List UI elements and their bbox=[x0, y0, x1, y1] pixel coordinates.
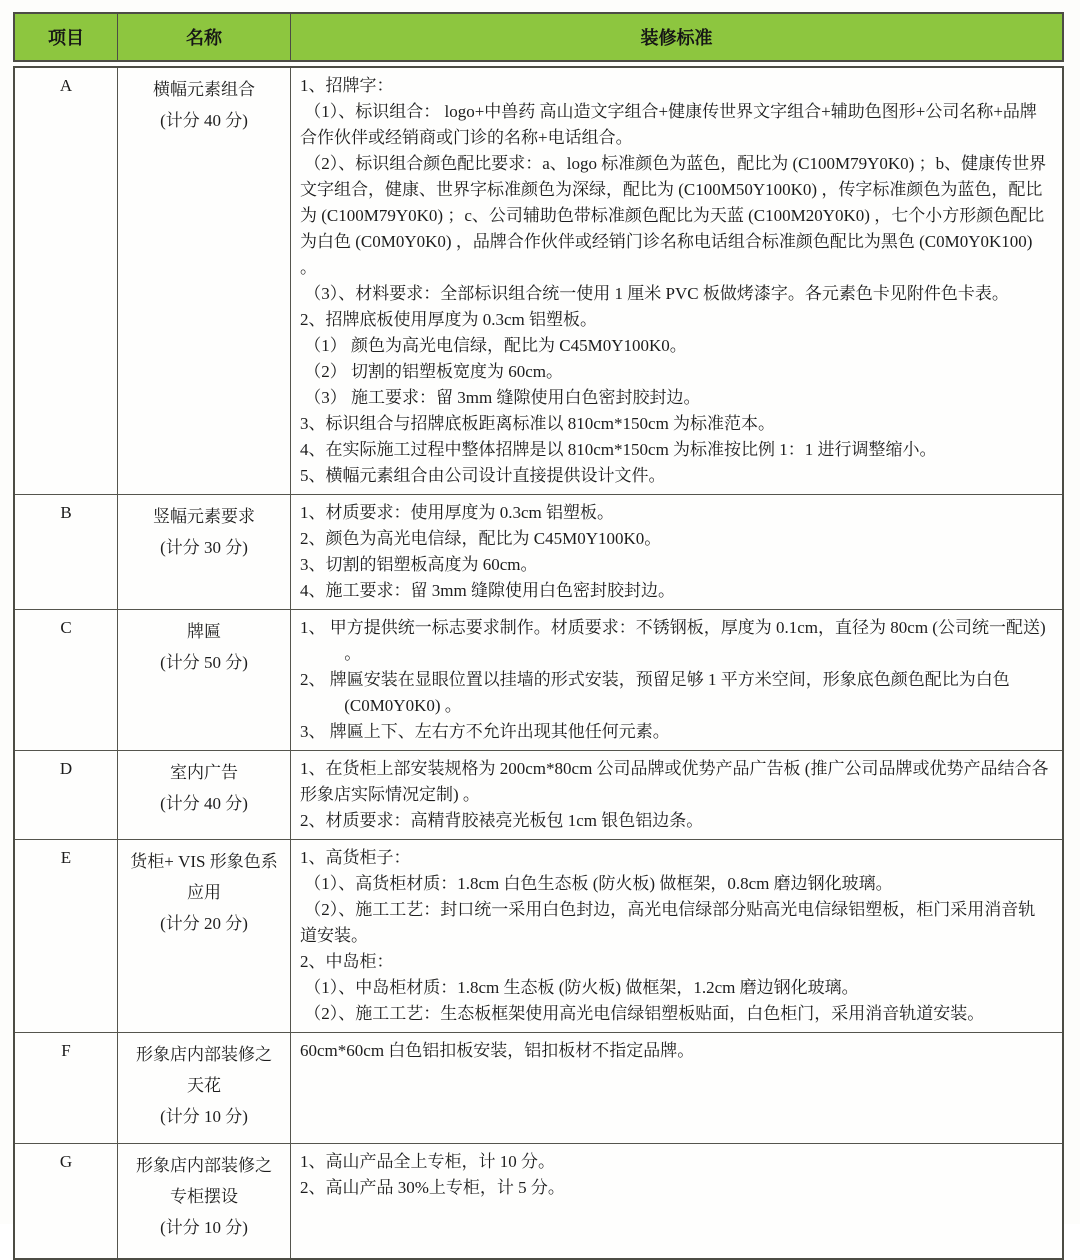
standard-line: （2）、施工工艺：生态板框架使用高光电信绿铝塑板贴面，白色柜门，采用消音轨道安装。 bbox=[300, 1004, 985, 1023]
table-row-a bbox=[15, 68, 1062, 494]
standard-line: （3）、材料要求：全部标识组合统一使用 1 厘米 PVC 板做烤漆字。各元素色卡见附件色卡表。 bbox=[300, 284, 1009, 303]
name-line: 应用 bbox=[187, 883, 221, 902]
name-line: (计分 30 分) bbox=[160, 538, 248, 557]
item-name bbox=[118, 751, 291, 839]
item-name bbox=[118, 610, 291, 750]
standard-line: 1、 甲方提供统一标志要求制作。材质要求：不锈钢板，厚度为 0.1cm，直径为 80cm (公司统一配送) 。 bbox=[300, 618, 1050, 663]
item-letter: E bbox=[15, 840, 118, 1032]
table-body bbox=[13, 66, 1064, 1260]
table-row-b bbox=[15, 494, 1062, 609]
standard-line: （2）、标识组合颜色配比要求：a、logo 标准颜色为蓝色，配比为 (C100M79Y0K0) ；b、健康传世界文字组合，健康、世界字标准颜色为深绿，配比为 (C100M50Y100K0) ，传字标准颜色为蓝色，配比为 (C100M79Y0K0) ；c、公司辅助色带标准颜色配比为天蓝 (C100M20Y0K0) ，七个小方形颜色配比为白色 (C0M0Y0K0) ，品牌合作伙伴或经销门诊名称电话组合标准颜色配比为黑色 (C0M0Y0K100) 。 bbox=[300, 154, 1047, 277]
name-line: (计分 50 分) bbox=[160, 653, 248, 672]
standard-cell bbox=[291, 751, 1062, 839]
table-row-e bbox=[15, 839, 1062, 1032]
standard-line: （1）、高货柜材质：1.8cm 白色生态板 (防火板) 做框架，0.8cm 磨边钢化玻璃。 bbox=[300, 874, 893, 893]
item-letter: C bbox=[15, 610, 118, 750]
standard-cell bbox=[291, 495, 1062, 609]
standard-line: （1） 颜色为高光电信绿，配比为 C45M0Y100K0。 bbox=[300, 336, 687, 355]
name-line: (计分 20 分) bbox=[160, 914, 248, 933]
name-line: (计分 40 分) bbox=[160, 111, 248, 130]
name-line: (计分 10 分) bbox=[160, 1107, 248, 1126]
name-line: 专柜摆设 bbox=[170, 1187, 238, 1206]
header-cell-name: 名称 bbox=[118, 14, 291, 60]
name-line: 室内广告 bbox=[170, 763, 238, 782]
item-name bbox=[118, 1033, 291, 1143]
standard-line: 4、在实际施工过程中整体招牌是以 810cm*150cm 为标准按比例 1：1 进行调整缩小。 bbox=[300, 440, 937, 459]
name-line: 横幅元素组合 bbox=[153, 80, 255, 99]
standard-line: （2）、施工工艺：封口统一采用白色封边，高光电信绿部分贴高光电信绿铝塑板，柜门采用消音轨道安装。 bbox=[300, 900, 1036, 945]
standard-line: 4、施工要求：留 3mm 缝隙使用白色密封胶封边。 bbox=[300, 581, 675, 600]
item-name bbox=[118, 68, 291, 494]
standard-line: （2） 切割的铝塑板宽度为 60cm。 bbox=[300, 362, 564, 381]
name-line: 形象店内部装修之 bbox=[136, 1045, 272, 1064]
table-row-d bbox=[15, 750, 1062, 839]
standard-line: 3、切割的铝塑板高度为 60cm。 bbox=[300, 555, 538, 574]
standard-line: （3） 施工要求：留 3mm 缝隙使用白色密封胶封边。 bbox=[300, 388, 701, 407]
standard-line: 5、横幅元素组合由公司设计直接提供设计文件。 bbox=[300, 466, 666, 485]
item-letter: B bbox=[15, 495, 118, 609]
standard-line: 2、材质要求：高精背胶裱亮光板包 1cm 银色铝边条。 bbox=[300, 811, 704, 830]
name-line: 竖幅元素要求 bbox=[153, 507, 255, 526]
name-line: (计分 40 分) bbox=[160, 794, 248, 813]
standard-line: 1、招牌字： bbox=[300, 76, 394, 95]
name-line: (计分 10 分) bbox=[160, 1218, 248, 1237]
table-row-f bbox=[15, 1032, 1062, 1143]
item-letter: A bbox=[15, 68, 118, 494]
standard-cell bbox=[291, 1033, 1062, 1143]
standard-line: 2、招牌底板使用厚度为 0.3cm 铝塑板。 bbox=[300, 310, 598, 329]
standard-line: 3、 牌匾上下、左右方不允许出现其他任何元素。 bbox=[300, 722, 670, 741]
decoration-standard-table bbox=[13, 12, 1064, 1260]
standard-line: 2、高山产品 30%上专柜，计 5 分。 bbox=[300, 1178, 565, 1197]
item-name bbox=[118, 840, 291, 1032]
item-letter: G bbox=[15, 1144, 118, 1258]
standard-line: 60cm*60cm 白色铝扣板安装，铝扣板材不指定品牌。 bbox=[300, 1041, 695, 1060]
standard-cell bbox=[291, 1144, 1062, 1258]
table-row-g bbox=[15, 1143, 1062, 1258]
standard-line: 1、在货柜上部安装规格为 200cm*80cm 公司品牌或优势产品广告板 (推广公司品牌或优势产品结合各形象店实际情况定制) 。 bbox=[300, 759, 1049, 804]
name-line: 货柜+ VIS 形象色系 bbox=[130, 852, 278, 871]
table-header-row bbox=[13, 12, 1064, 62]
item-name bbox=[118, 495, 291, 609]
standard-line: 2、颜色为高光电信绿，配比为 C45M0Y100K0。 bbox=[300, 529, 662, 548]
table-row-c bbox=[15, 609, 1062, 750]
standard-line: （1）、标识组合： logo+中兽药 高山造文字组合+健康传世界文字组合+辅助色图形+公司名称+品牌合作伙伴或经销商或门诊的名称+电话组合。 bbox=[300, 102, 1037, 147]
item-name bbox=[118, 1144, 291, 1258]
standard-line: 1、高山产品全上专柜，计 10 分。 bbox=[300, 1152, 555, 1171]
standard-line: 1、高货柜子： bbox=[300, 848, 411, 867]
standard-cell bbox=[291, 610, 1062, 750]
standard-cell bbox=[291, 68, 1062, 494]
name-line: 形象店内部装修之 bbox=[136, 1156, 272, 1175]
standard-line: 2、 牌匾安装在显眼位置以挂墙的形式安装，预留足够 1 平方米空间，形象底色颜色配比为白色 (C0M0Y0K0) 。 bbox=[300, 670, 1014, 715]
standard-line: 3、标识组合与招牌底板距离标准以 810cm*150cm 为标准范本。 bbox=[300, 414, 776, 433]
item-letter: F bbox=[15, 1033, 118, 1143]
header-cell-item: 项目 bbox=[15, 14, 118, 60]
standard-cell bbox=[291, 840, 1062, 1032]
standard-line: （1）、中岛柜材质：1.8cm 生态板 (防火板) 做框架，1.2cm 磨边钢化玻璃。 bbox=[300, 978, 859, 997]
standard-line: 1、材质要求：使用厚度为 0.3cm 铝塑板。 bbox=[300, 503, 615, 522]
header-cell-standard: 装修标准 bbox=[640, 28, 713, 48]
name-line: 天花 bbox=[187, 1076, 221, 1095]
name-line: 牌匾 bbox=[187, 622, 221, 641]
item-letter: D bbox=[15, 751, 118, 839]
standard-line: 2、中岛柜： bbox=[300, 952, 394, 971]
